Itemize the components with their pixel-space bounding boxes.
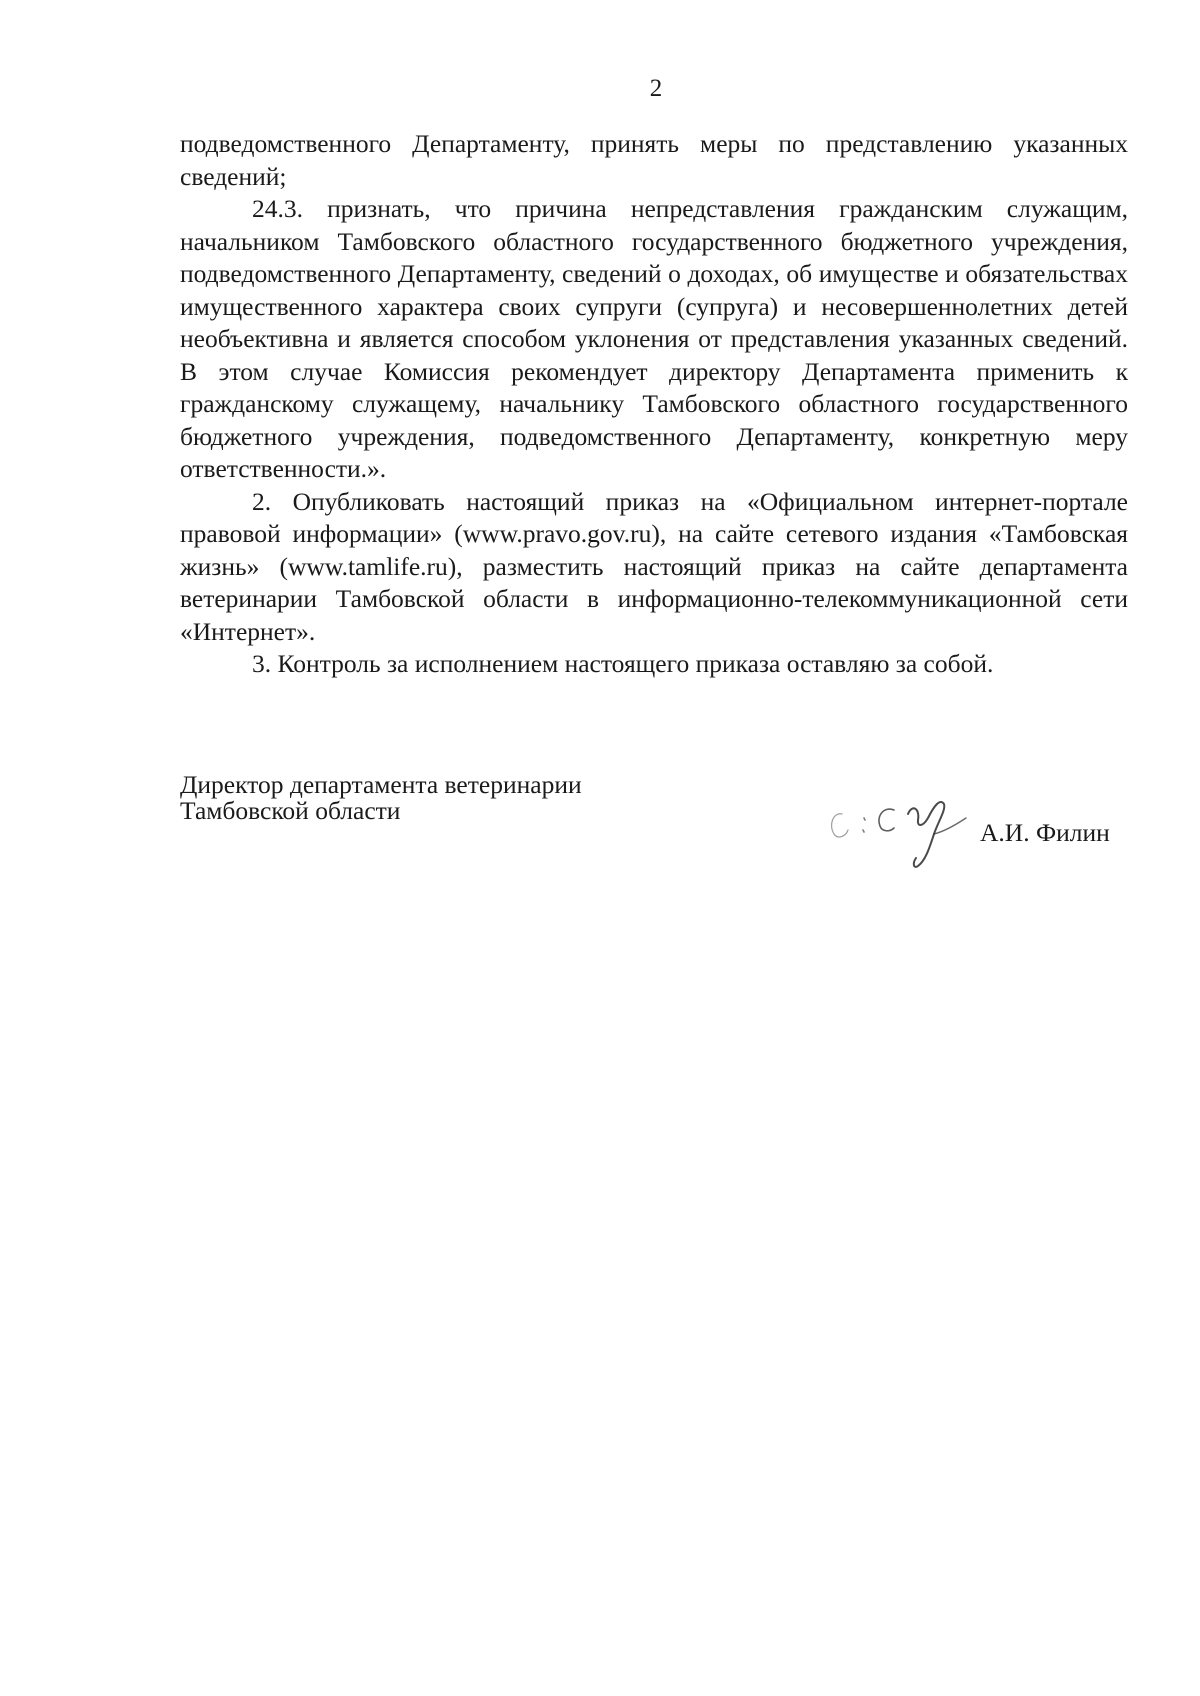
handwritten-signature-icon — [820, 774, 980, 874]
paragraph-item-3: 3. Контроль за исполнением настоящего приказа оставляю за собой. — [252, 649, 994, 678]
signer-title — [180, 772, 582, 824]
page-number: 2 — [649, 75, 663, 102]
signature-block — [180, 772, 1140, 892]
paragraph-item-2: 2. Опубликовать настоящий приказ на «Официальном интернет-портале правовой информации» (www.pravo.gov.ru), на сайте сетевого издания «Тамбовская жизнь» (www.tamlife.ru), разместить настоящий приказ на сайте департамента ветеринарии Тамбовской области в информационно-телекоммуникационной сети «Интернет». — [180, 486, 1128, 646]
signer-title-line-2: Тамбовской области — [180, 796, 401, 825]
paragraph-clause-24-3: 24.3. признать, что причина непредставления гражданским служащим, начальником Тамбовского областного государственного бюджетного учреждения, подведомственного Департаменту, сведений о доходах, об имуществе и обязательствах имущественного характера своих супруги (супруга) и несовершеннолетних детей необъективна и является способом уклонения от представления указанных сведений. В этом случае Комиссия рекомендует директору Департамента применить к гражданскому служащему, начальнику Тамбовского областного государственного бюджетного учреждения, подведомственного Департаменту, конкретную меру ответственности.». — [180, 194, 1128, 483]
document-body — [180, 128, 1128, 681]
signer-title-line-1: Директор департамента ветеринарии — [180, 770, 582, 799]
paragraph-continuation: подведомственного Департаменту, принять меры по представлению указанных сведений; — [180, 129, 1128, 191]
signer-name: А.И. Филин — [980, 818, 1110, 847]
